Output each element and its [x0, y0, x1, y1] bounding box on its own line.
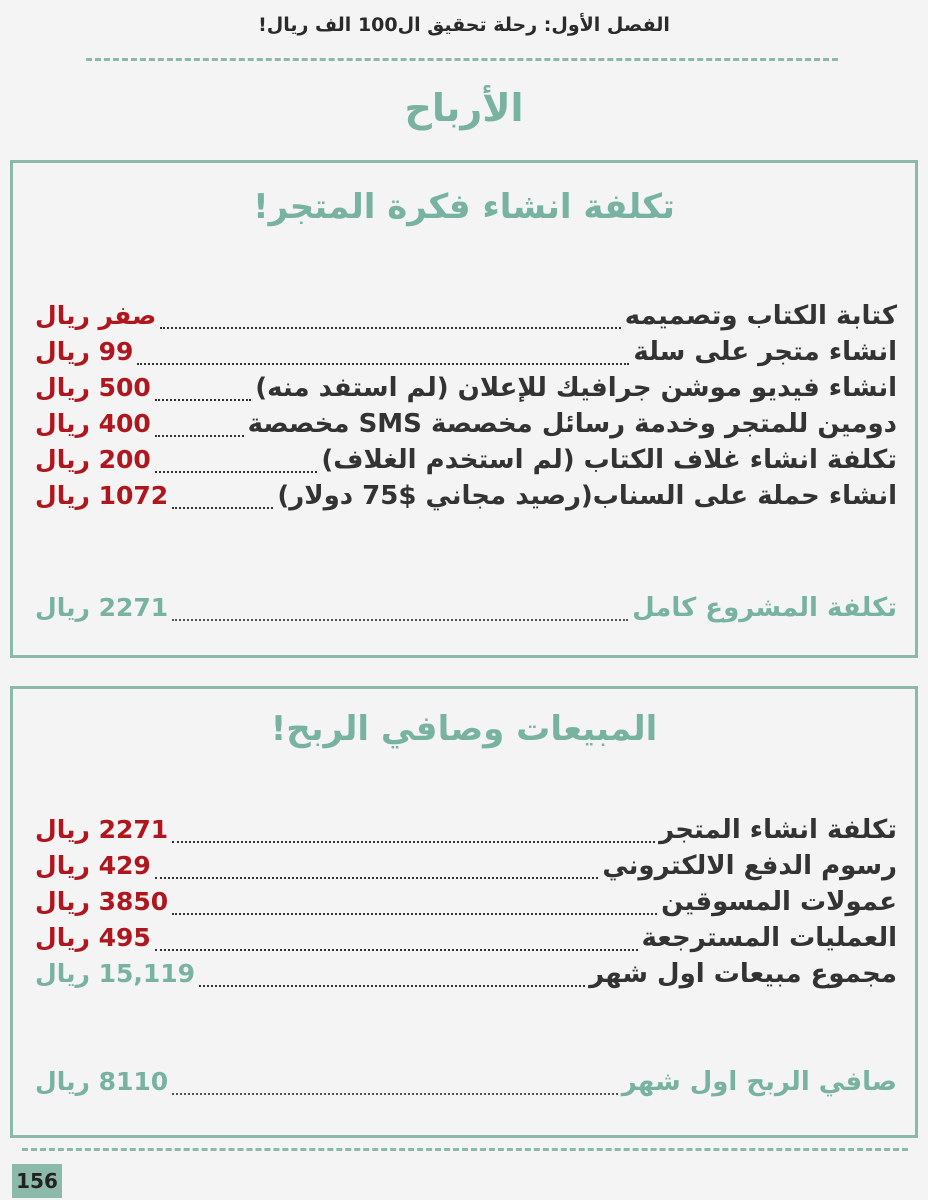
item-value: 495 ريال: [35, 923, 151, 952]
item-value: 400 ريال: [35, 409, 151, 438]
item-value: 500 ريال: [35, 373, 151, 402]
total-value: 2271 ريال: [35, 593, 169, 622]
dot-leader: [155, 877, 599, 879]
item-label: انشاء متجر على سلة: [633, 337, 897, 367]
dot-leader: [155, 435, 244, 437]
item-value: 2271 ريال: [35, 815, 169, 844]
item-label: انشاء حملة على السناب(رصيد مجاني $75 دولار): [277, 481, 897, 511]
dot-leader: [160, 327, 621, 329]
total-row: [35, 593, 897, 629]
list-item: [35, 887, 897, 923]
item-value: 15,119 ريال: [35, 959, 196, 988]
item-value: 200 ريال: [35, 445, 151, 474]
list-item: [35, 373, 897, 409]
page-number: 156: [12, 1164, 62, 1198]
item-value: 99 ريال: [35, 337, 134, 366]
list-item: [35, 337, 897, 373]
item-label: عمولات المسوقين: [661, 887, 897, 917]
item-label: مجموع مبيعات اول شهر: [589, 959, 897, 989]
profit-box-title: المبيعات وصافي الربح!: [270, 709, 658, 749]
total-label: تكلفة المشروع كامل: [632, 593, 897, 623]
dot-leader: [172, 1093, 618, 1095]
list-item: [35, 959, 897, 995]
item-value: صفر ريال: [35, 301, 157, 330]
total-value: 8110 ريال: [35, 1067, 169, 1096]
dot-leader: [172, 507, 273, 509]
list-item: [35, 851, 897, 887]
item-value: 429 ريال: [35, 851, 151, 880]
item-value: 1072 ريال: [35, 481, 169, 510]
profit-list: [35, 815, 897, 995]
dot-leader: [172, 619, 628, 621]
cost-total: [35, 593, 897, 629]
item-label: انشاء فيديو موشن جرافيك للإعلان (لم استفد منه): [255, 373, 897, 403]
chapter-header: الفصل الأول: رحلة تحقيق ال100 الف ريال!: [258, 14, 670, 36]
dot-leader: [155, 949, 638, 951]
dot-leader: [172, 841, 655, 843]
list-item: [35, 301, 897, 337]
dot-leader: [172, 913, 657, 915]
total-label: صافي الربح اول شهر: [621, 1067, 897, 1097]
item-value: 3850 ريال: [35, 887, 169, 916]
total-row: [35, 1067, 897, 1103]
dot-leader: [155, 399, 252, 401]
item-label: رسوم الدفع الالكتروني: [602, 851, 897, 881]
bottom-dashed-divider: [22, 1148, 908, 1151]
list-item: [35, 815, 897, 851]
dot-leader: [199, 985, 585, 987]
item-label: العمليات المسترجعة: [641, 923, 897, 953]
list-item: [35, 445, 897, 481]
top-dashed-divider: [86, 58, 838, 61]
profit-total: [35, 1067, 897, 1103]
cost-box-title: تكلفة انشاء فكرة المتجر!: [253, 187, 675, 227]
cost-box: [10, 160, 918, 658]
item-label: تكلفة انشاء غلاف الكتاب (لم استخدم الغلاف): [321, 445, 897, 475]
list-item: [35, 923, 897, 959]
dot-leader: [155, 471, 318, 473]
item-label: دومين للمتجر وخدمة رسائل مخصصة SMS مخصصة: [247, 409, 897, 439]
profit-box: [10, 686, 918, 1138]
dot-leader: [137, 363, 629, 365]
list-item: [35, 409, 897, 445]
item-label: تكلفة انشاء المتجر: [659, 815, 897, 845]
page-title: الأرباح: [404, 86, 524, 130]
cost-list: [35, 301, 897, 517]
item-label: كتابة الكتاب وتصميمه: [624, 301, 897, 331]
list-item: [35, 481, 897, 517]
